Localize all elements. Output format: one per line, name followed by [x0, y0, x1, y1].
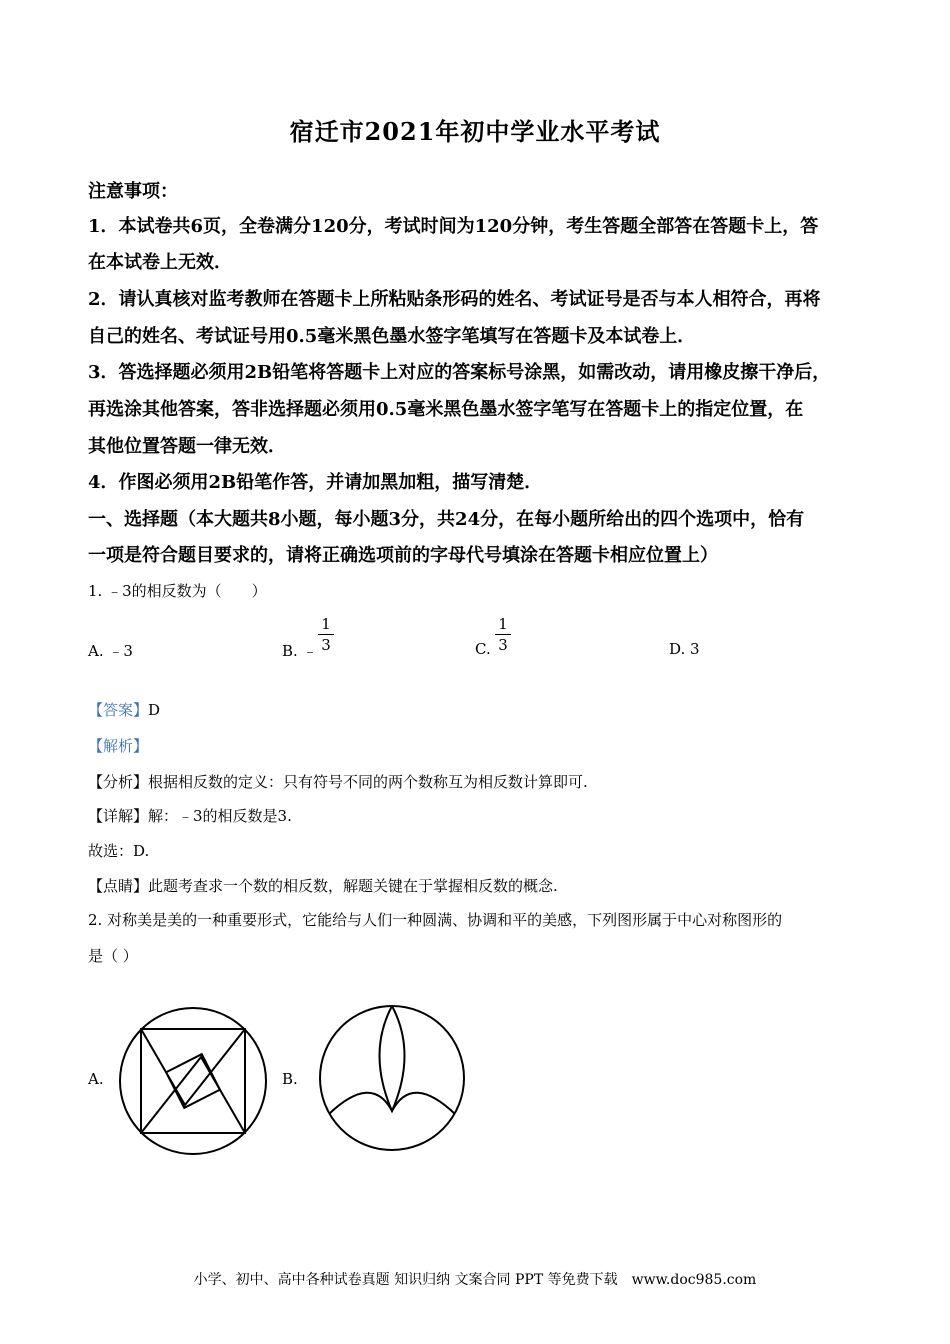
- notice-line: 3．答选择题必须用2B铅笔将答题卡上对应的答案标号涂黑，如需改动，请用橡皮擦干净后，: [88, 362, 831, 383]
- notice-line: 在本试卷上无效．: [88, 252, 232, 273]
- footer: 小学、初中、高中各种试卷真题 知识归纳 文案合同 PPT 等免费下载 www.doc985.com: [193, 1272, 757, 1288]
- section-heading: 一、选择题（本大题共8小题，每小题3分，共24分，在每小题所给出的四个选项中，恰有: [88, 509, 805, 530]
- detail-line: [88, 805, 292, 826]
- q1-option-b: B. ﹣: [282, 642, 318, 660]
- comment-line: [88, 875, 558, 896]
- figure-b: [317, 1003, 467, 1153]
- notice-line: 1．本试卷共6页，全卷满分120分，考试时间为120分钟，考生答题全部答在答题卡上，答: [88, 216, 819, 237]
- notice-line: 其他位置答题一律无效．: [88, 436, 286, 457]
- section-heading: 一项是符合题目要求的，请将正确选项前的字母代号填涂在答题卡相应位置上）: [88, 545, 718, 566]
- fenxi-line: [88, 771, 588, 792]
- q2-stem: 是（ ）: [88, 947, 138, 965]
- answer-value: D: [148, 701, 161, 719]
- notice-heading: 注意事项：: [88, 181, 178, 202]
- answer-tag: 【答案】: [88, 701, 149, 719]
- q1-option-c: C.: [475, 640, 491, 658]
- q1-stem: 1. ﹣3的相反数为（ ）: [88, 582, 267, 600]
- fraction-denominator: 3: [321, 636, 331, 654]
- page-title: 宿迁市2021年初中学业水平考试: [289, 117, 661, 146]
- fraction-denominator: 3: [498, 636, 508, 654]
- q1-option-a: A. ﹣3: [88, 642, 133, 660]
- comment-tag: 【点睛】: [88, 877, 149, 895]
- q1-option-d: D. 3: [669, 640, 700, 658]
- fenxi-tag: 【分析】: [88, 773, 149, 791]
- answer-line: [88, 699, 160, 720]
- q2-label-b: B.: [282, 1070, 298, 1088]
- notice-line: 自己的姓名、考试证号用0.5毫米黑色墨水签字笔填写在答题卡及本试卷上．: [88, 326, 696, 347]
- fraction: [495, 615, 511, 654]
- notice-line: 4．作图必须用2B铅笔作答，并请加黑加粗，描写清楚．: [88, 472, 543, 493]
- figure-a: [117, 1005, 269, 1157]
- notice-line: 再选涂其他答案，答非选择题必须用0.5毫米黑色墨水签字笔写在答题卡上的指定位置，在: [88, 399, 804, 420]
- fraction: [318, 615, 334, 654]
- analysis-line: [88, 735, 148, 756]
- fraction-numerator: 1: [498, 615, 508, 633]
- detail-text: 解：﹣3的相反数是3.: [148, 807, 292, 825]
- detail-tag: 【详解】: [88, 807, 149, 825]
- fraction-numerator: 1: [321, 615, 331, 633]
- choose-line: 故选：D.: [88, 842, 150, 860]
- analysis-tag: 【解析】: [88, 737, 149, 755]
- fenxi-text: 根据相反数的定义：只有符号不同的两个数称互为相反数计算即可.: [148, 773, 588, 791]
- q2-stem: 2. 对称美是美的一种重要形式，它能给与人们一种圆满、协调和平的美感，下列图形属于中心对称图形的: [88, 911, 783, 929]
- q2-label-a: A.: [88, 1070, 104, 1088]
- notice-line: 2．请认真核对监考教师在答题卡上所粘贴条形码的姓名、考试证号是否与本人相符合，再将: [88, 289, 821, 310]
- comment-text: 此题考查求一个数的相反数，解题关键在于掌握相反数的概念.: [148, 877, 558, 895]
